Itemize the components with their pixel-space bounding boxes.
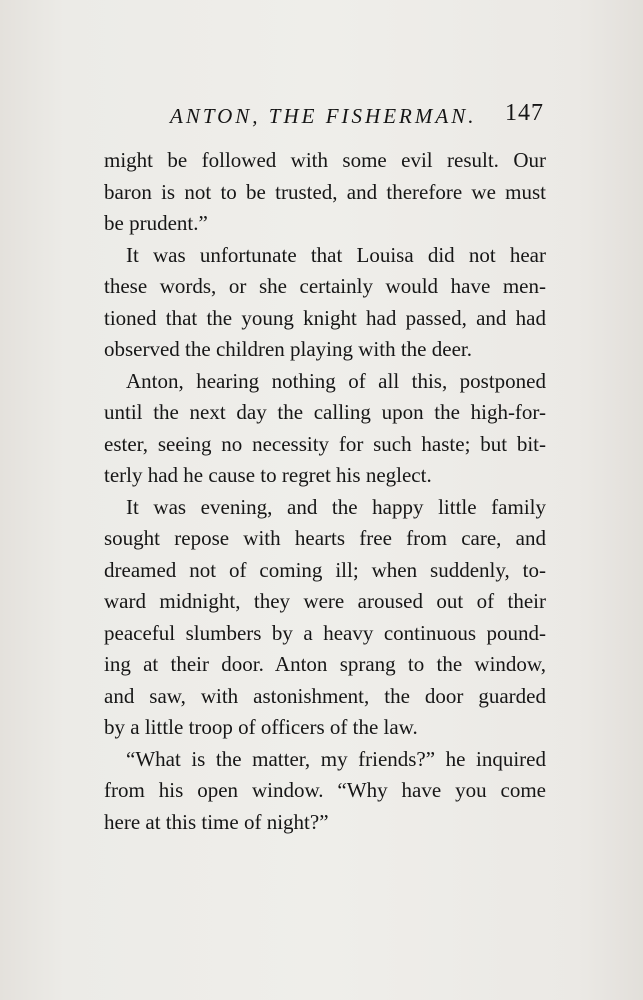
- text-line: and saw, with astonishment, the door guarded: [104, 683, 546, 708]
- text-line: here at this time of night?”: [104, 809, 329, 834]
- page-header: [160, 100, 544, 134]
- text-line: terly had he cause to regret his neglect.: [104, 463, 432, 487]
- text-line: dreamed not of coming ill; when suddenly, to-: [104, 557, 546, 582]
- body-text: [104, 145, 546, 838]
- text-line: until the next day the calling upon the high-for-: [104, 400, 546, 424]
- text-line: peaceful slumbers by a heavy continuous pound-: [104, 620, 546, 645]
- text-line: ing at their door. Anton sprang to the window,: [104, 652, 546, 676]
- text-line: by a little troop of officers of the law.: [104, 715, 418, 739]
- text-line: sought repose with hearts free from care, and: [104, 526, 546, 550]
- text-line: from his open window. “Why have you come: [104, 778, 546, 802]
- text-line: tioned that the young knight had passed, and had: [104, 305, 546, 330]
- text-line: It was evening, and the happy little family: [126, 494, 546, 519]
- text-line: “What is the matter, my friends?” he inquired: [126, 746, 546, 771]
- text-line: ester, seeing no necessity for such haste; but bit-: [104, 431, 546, 456]
- text-line: be prudent.”: [104, 211, 208, 235]
- text-line: these words, or she certainly would have men-: [104, 274, 546, 298]
- text-line: ward midnight, they were aroused out of their: [104, 589, 546, 613]
- text-line: might be followed with some evil result. Our: [104, 148, 546, 172]
- text-line: observed the children playing with the deer.: [104, 337, 472, 361]
- text-line: Anton, hearing nothing of all this, postponed: [126, 368, 546, 393]
- page-number: 147: [505, 100, 544, 126]
- text-line: It was unfortunate that Louisa did not hear: [126, 242, 546, 267]
- running-title: ANTON, THE FISHERMAN.: [170, 104, 477, 128]
- text-line: baron is not to be trusted, and therefore we must: [104, 179, 546, 204]
